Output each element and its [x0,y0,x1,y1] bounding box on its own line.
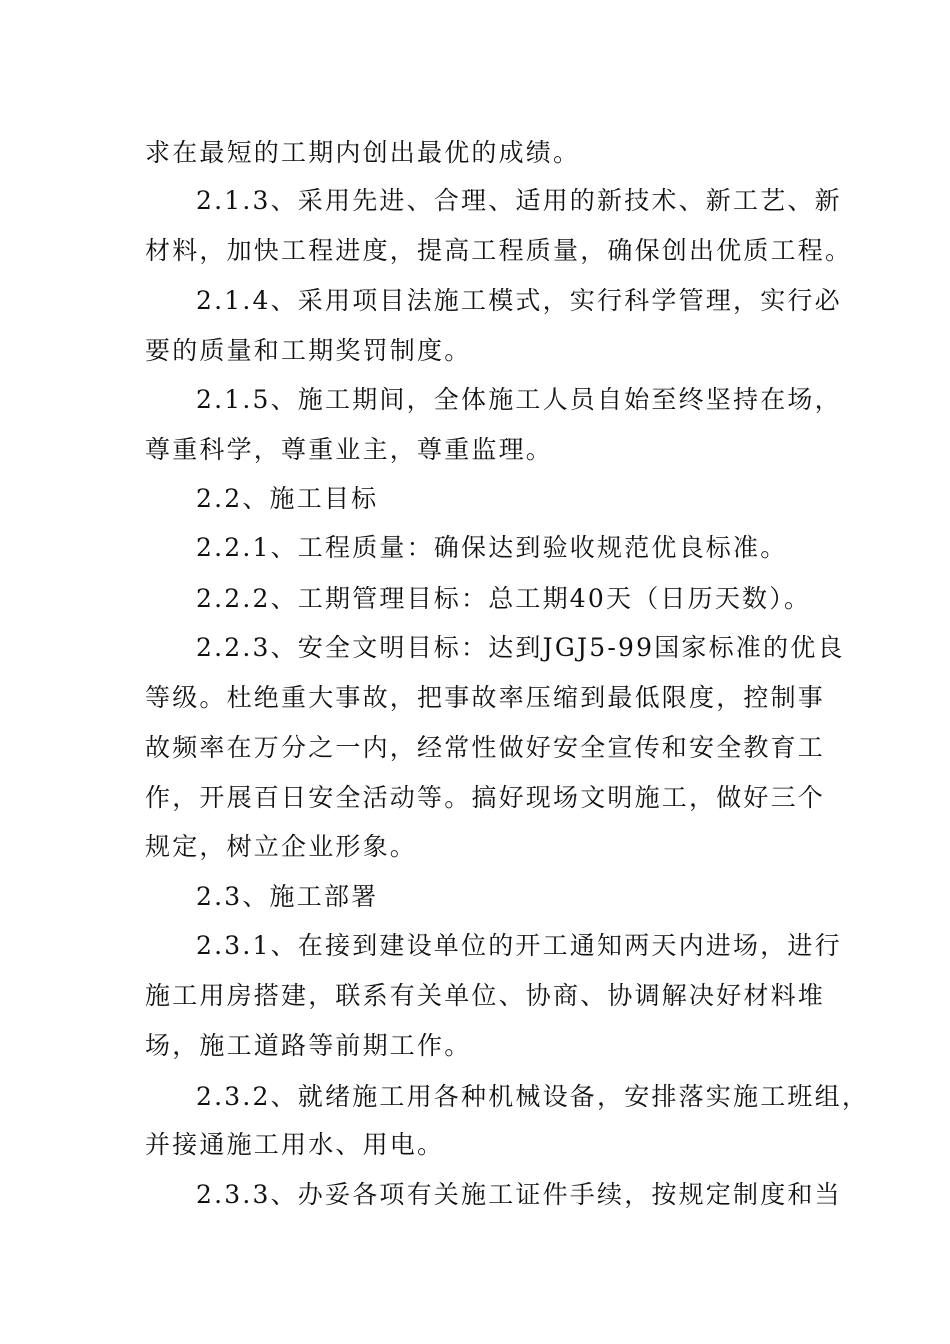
section-heading: 2.3、施工部署 [196,882,379,911]
text-line: 求在最短的工期内创出最优的成绩。 [145,138,581,167]
text-line: 施工用房搭建，联系有关单位、协商、协调解决好材料堆 [145,981,826,1010]
text-line: 材料，加快工程进度，提高工程质量，确保创出优质工程。 [145,236,853,265]
text-line: 2.2.1、工程质量：确保达到验收规范优良标准。 [196,533,788,562]
text-line: 2.1.5、施工期间，全体施工人员自始至终坚持在场， [196,385,842,414]
section-heading: 2.2、施工目标 [196,484,379,513]
text-line: 2.3.1、在接到建设单位的开工通知两天内进场，进行 [196,931,842,960]
text-line: 场，施工道路等前期工作。 [145,1031,472,1060]
text-line: 2.3.2、就绪施工用各种机械设备，安排落实施工班组， [196,1082,870,1111]
text-line: 规定，树立企业形象。 [145,832,418,861]
text-line: 2.2.2、工期管理目标：总工期40天（日历天数）。 [196,584,812,613]
text-line: 作，开展百日安全活动等。搞好现场文明施工，做好三个 [145,783,826,812]
text-line: 2.1.3、采用先进、合理、适用的新技术、新工艺、新 [196,186,842,215]
text-line: 并接通施工用水、用电。 [145,1130,445,1159]
text-line: 2.1.4、采用项目法施工模式，实行科学管理，实行必 [196,286,842,315]
text-line: 2.2.3、安全文明目标：达到JGJ5-99国家标准的优良 [196,633,845,662]
text-line: 2.3.3、办妥各项有关施工证件手续，按规定制度和当 [196,1180,842,1209]
text-line: 尊重科学，尊重业主，尊重监理。 [145,435,554,464]
text-line: 等级。杜绝重大事故，把事故率压缩到最低限度，控制事 [145,683,826,712]
text-line: 要的质量和工期奖罚制度。 [145,336,472,365]
text-line: 故频率在万分之一内，经常性做好安全宣传和安全教育工 [145,733,826,762]
